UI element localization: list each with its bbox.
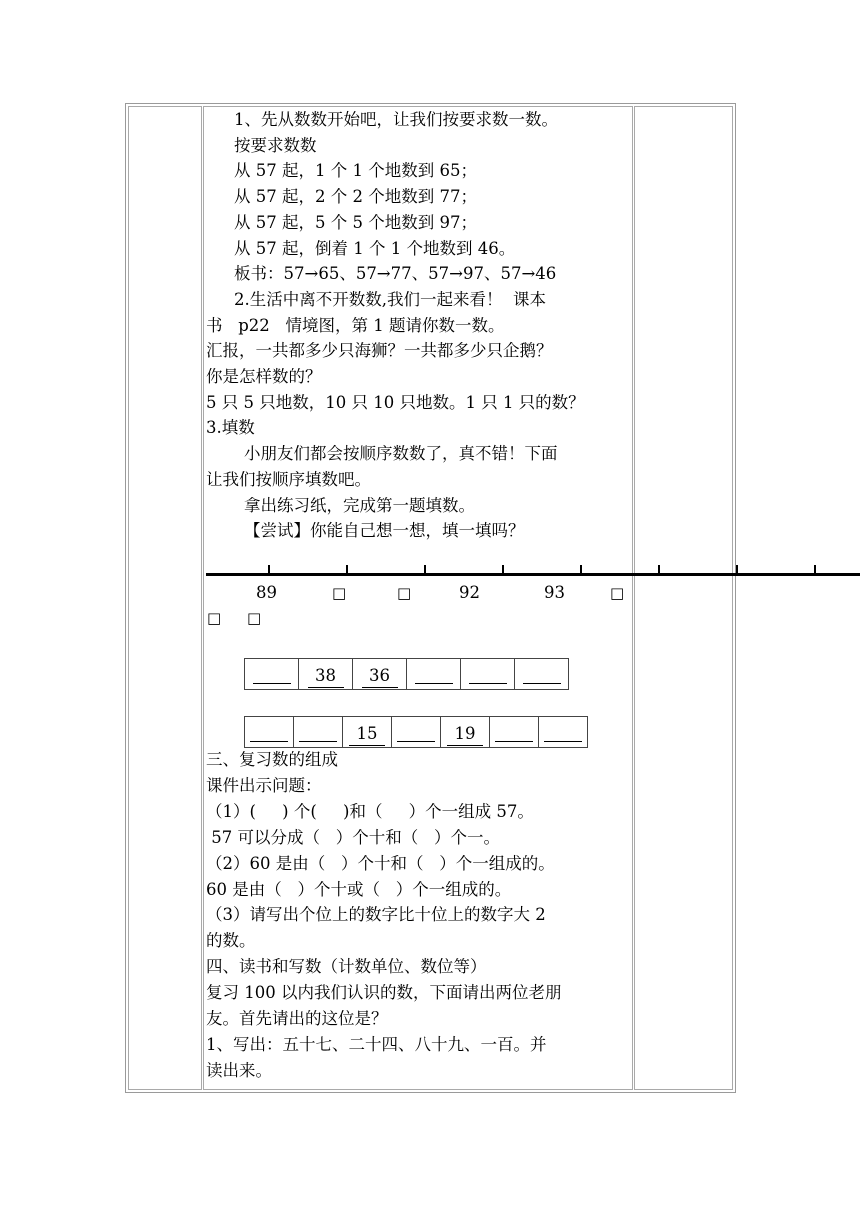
lower-text — [206, 747, 632, 1084]
number-line-label: 89 — [256, 583, 277, 602]
text-line: 5 只 5 只地数，10 只 10 只地数。1 只 1 只的数？ — [206, 392, 585, 412]
text-line: （3）请写出个位上的数字比十位上的数字大 2 — [206, 905, 546, 925]
text-line: 57 可以分成（ ）个十和（ ）个一。 — [206, 827, 500, 847]
upper-text — [206, 107, 630, 544]
number-line-label: 92 — [459, 583, 480, 602]
fill-cell[interactable] — [245, 717, 294, 748]
text-line: 1、先从数数开始吧，让我们按要求数一数。 — [234, 110, 558, 129]
blank-box-icon: □ — [397, 584, 412, 602]
number-line-tick — [814, 565, 816, 573]
text-line: 的数。 — [206, 931, 256, 951]
section-heading: 三、复习数的组成 — [206, 750, 338, 769]
text-line: 按要求数数 — [234, 135, 317, 155]
text-line: 从 57 起，倒着 1 个 1 个地数到 46。 — [234, 238, 516, 258]
blank-box-icon: □ — [247, 609, 262, 627]
text-line: 从 57 起，1 个 1 个地数到 65； — [234, 161, 477, 181]
fill-in-table-2 — [244, 716, 588, 748]
text-line: 从 57 起，5 个 5 个地数到 97； — [234, 212, 477, 232]
fill-cell[interactable] — [407, 659, 461, 690]
fill-cell[interactable] — [515, 659, 569, 690]
fill-cell: 38 — [299, 659, 353, 690]
text-line: 从 57 起，2 个 2 个地数到 77； — [234, 187, 477, 207]
text-line: 复习 100 以内我们认识的数，下面请出两位老朋 — [206, 983, 562, 1003]
number-line-label: 93 — [544, 583, 565, 602]
text-line: 小朋友们都会按顺序数数了，真不错！下面 — [244, 444, 558, 464]
table-cell-right — [634, 106, 733, 1090]
table-cell-left — [128, 106, 202, 1090]
fill-cell[interactable] — [392, 717, 441, 748]
number-line-tick — [580, 565, 582, 573]
text-line: 2.生活中离不开数数,我们一起来看！ 课本 — [234, 289, 546, 309]
fill-cell: 19 — [441, 717, 490, 748]
number-line — [206, 573, 860, 576]
text-line: 书 p22 情境图，第 1 题请你数一数。 — [206, 315, 505, 335]
text-line: 让我们按顺序填数吧。 — [206, 469, 371, 489]
number-line-tick — [502, 565, 504, 573]
text-line: 拿出练习纸，完成第一题填数。 — [244, 495, 475, 515]
text-line: 3.填数 — [206, 418, 255, 438]
text-line: 你是怎样数的？ — [206, 367, 322, 387]
text-line: 【尝试】你能自己想一想，填一填吗？ — [244, 521, 525, 541]
text-line: 读出来。 — [206, 1060, 272, 1080]
fill-in-table-1 — [244, 658, 569, 690]
fill-cell[interactable] — [490, 717, 539, 748]
text-line: （1）( ) 个( )和（ ）个一组成 57。 — [206, 801, 534, 821]
text-line: 课件出示问题： — [206, 775, 322, 795]
number-line-tick — [346, 565, 348, 573]
number-line-tick — [268, 565, 270, 573]
fill-cell[interactable] — [294, 717, 343, 748]
number-line-tick — [736, 565, 738, 573]
fill-cell[interactable] — [245, 659, 299, 690]
text-line: 板书：57→65、57→77、57→97、57→46 — [234, 264, 557, 284]
text-line: 1、写出：五十七、二十四、八十九、一百。并 — [206, 1034, 547, 1054]
section-heading: 四、读书和写数（计数单位、数位等） — [206, 957, 487, 977]
fill-cell[interactable] — [539, 717, 588, 748]
number-line-tick — [658, 565, 660, 573]
number-line-tick — [424, 565, 426, 573]
blank-box-icon: □ — [207, 609, 222, 627]
blank-box-icon: □ — [610, 584, 625, 602]
fill-cell: 15 — [343, 717, 392, 748]
text-line: 友。首先请出的这位是？ — [206, 1009, 388, 1029]
text-line: 汇报，一共都多少只海狮？一共都多少只企鹅？ — [206, 341, 553, 361]
fill-cell[interactable] — [461, 659, 515, 690]
blank-box-icon: □ — [332, 584, 347, 602]
fill-cell: 36 — [353, 659, 407, 690]
text-line: （2）60 是由（ ）个十和（ ）个一组成的。 — [206, 853, 555, 873]
text-line: 60 是由（ ）个十或（ ）个一组成的。 — [206, 879, 512, 899]
